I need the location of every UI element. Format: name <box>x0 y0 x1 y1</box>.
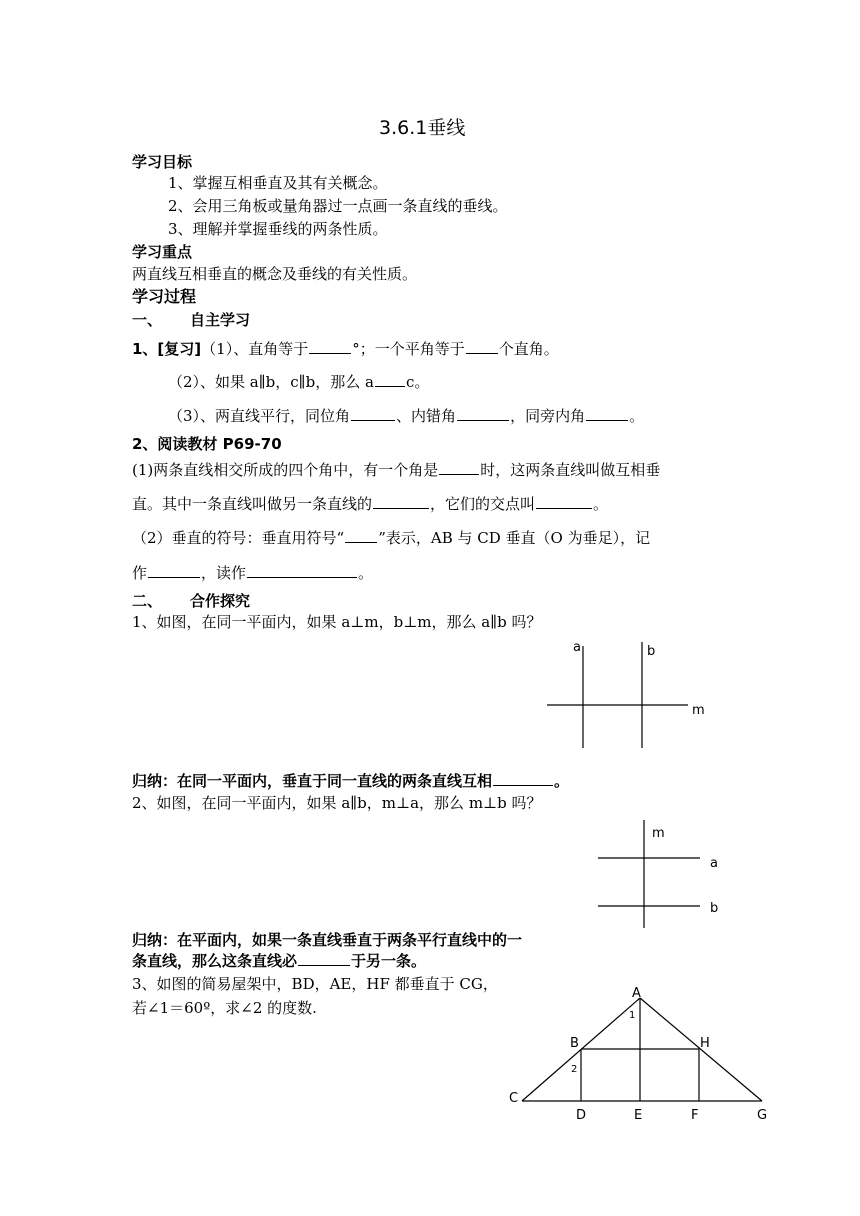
review-q1 <box>132 339 559 359</box>
read-p2-line1 <box>132 528 650 548</box>
answer-blank[interactable] <box>351 406 395 421</box>
section2-title: 合作探究 <box>190 592 251 610</box>
focus-text: 两直线互相垂直的概念及垂线的有关性质。 <box>132 265 418 283</box>
page-title: 3.6.1垂线 <box>379 117 466 139</box>
question-3-line2: 若∠1＝60º，求∠2 的度数. <box>132 999 317 1017</box>
review-q3-text: 。 <box>629 407 645 425</box>
review-q1-text: °；一个平角等于 <box>352 340 465 358</box>
label-E: E <box>634 1108 643 1123</box>
label-F: F <box>691 1108 699 1123</box>
answer-blank[interactable] <box>373 494 429 509</box>
summary-2-line2 <box>132 951 426 971</box>
question-3-line1: 3、如图的简易屋架中，BD，AE，HF 都垂直于 CG， <box>132 975 498 993</box>
answer-blank[interactable] <box>247 563 357 578</box>
answer-blank[interactable] <box>466 339 498 354</box>
objective-item: 1、掌握互相垂直及其有关概念。 <box>168 174 388 192</box>
read-text: ，读作 <box>201 564 247 582</box>
focus-heading: 学习重点 <box>132 243 193 261</box>
review-q3-text: 、内错角 <box>396 407 457 425</box>
objective-item: 2、会用三角板或量角器过一点画一条直线的垂线。 <box>168 197 508 215</box>
label-D: D <box>576 1108 587 1123</box>
review-q3-text: （3）、两直线平行，同位角 <box>168 407 351 425</box>
label-angle-2: 2 <box>571 1064 578 1075</box>
answer-blank[interactable] <box>536 494 592 509</box>
answer-blank[interactable] <box>309 339 351 354</box>
label-B: B <box>570 1036 579 1051</box>
read-text: 时，这两条直线叫做互相垂 <box>480 461 661 479</box>
process-heading: 学习过程 <box>132 287 197 306</box>
review-q3-text: ，同旁内角 <box>510 407 586 425</box>
read-text: ”表示，AB 与 CD 垂直（O 为垂足），记 <box>378 529 651 547</box>
label-H: H <box>700 1036 710 1051</box>
figure-parallel-perpendiculars <box>540 636 720 752</box>
review-q2-text: c。 <box>405 373 430 391</box>
review-label: 1、[复习] <box>132 340 202 358</box>
read-label: 2、阅读教材 P69-70 <box>132 435 282 453</box>
read-text: （2）垂直的符号：垂直用符号“ <box>132 529 345 547</box>
answer-blank[interactable] <box>375 372 405 387</box>
read-text: 直。其中一条直线叫做另一条直线的 <box>132 495 373 513</box>
label-m: m <box>692 703 705 718</box>
review-q2 <box>168 372 429 392</box>
figure-perpendicular-to-parallels <box>592 818 732 932</box>
answer-blank[interactable] <box>148 563 200 578</box>
review-q3 <box>168 406 644 426</box>
label-angle-1: 1 <box>629 1010 636 1021</box>
label-C: C <box>509 1091 519 1106</box>
objective-item: 3、理解并掌握垂线的两条性质。 <box>168 220 388 238</box>
summary-text: 。 <box>554 772 570 790</box>
summary-text: 归纳：在同一平面内，垂直于同一直线的两条直线互相 <box>132 772 493 790</box>
section2-number: 二、 <box>132 592 163 610</box>
answer-blank[interactable] <box>439 460 479 475</box>
section1-title: 自主学习 <box>190 311 251 329</box>
answer-blank[interactable] <box>457 406 509 421</box>
summary-text: 于另一条。 <box>351 952 427 970</box>
review-q1-text: （1）、直角等于 <box>201 340 309 358</box>
read-text: 。 <box>358 564 374 582</box>
answer-blank[interactable] <box>298 951 350 966</box>
label-b: b <box>710 901 719 916</box>
review-q1-text: 个直角。 <box>498 340 559 358</box>
summary-1 <box>132 771 569 791</box>
answer-blank[interactable] <box>345 528 377 543</box>
answer-blank[interactable] <box>493 771 553 786</box>
read-text: ，它们的交点叫 <box>430 495 536 513</box>
read-text: (1)两条直线相交所成的四个角中，有一个角是 <box>132 461 439 479</box>
question-2: 2、如图，在同一平面内，如果 a∥b，m⊥a，那么 m⊥b 吗？ <box>132 794 542 812</box>
summary-2-line1: 归纳：在平面内，如果一条直线垂直于两条平行直线中的一 <box>132 931 523 949</box>
label-a: a <box>710 856 718 871</box>
read-p2-line2 <box>132 563 373 583</box>
label-b: b <box>647 644 656 659</box>
label-G: G <box>757 1108 768 1123</box>
read-text: 。 <box>593 495 609 513</box>
section1-number: 一、 <box>132 311 163 329</box>
read-text: 作 <box>132 564 148 582</box>
summary-text: 条直线，那么这条直线必 <box>132 952 298 970</box>
label-a: a <box>573 640 581 655</box>
read-p1-line2 <box>132 494 608 514</box>
question-1: 1、如图，在同一平面内，如果 a⊥m，b⊥m，那么 a∥b 吗？ <box>132 613 542 631</box>
read-p1-line1 <box>132 460 660 480</box>
figure-roof-truss <box>500 980 790 1130</box>
review-q2-text: （2）、如果 a∥b，c∥b，那么 a <box>168 373 374 391</box>
label-A: A <box>632 986 641 1001</box>
label-m: m <box>652 826 665 841</box>
answer-blank[interactable] <box>586 406 628 421</box>
objectives-heading: 学习目标 <box>132 153 193 171</box>
